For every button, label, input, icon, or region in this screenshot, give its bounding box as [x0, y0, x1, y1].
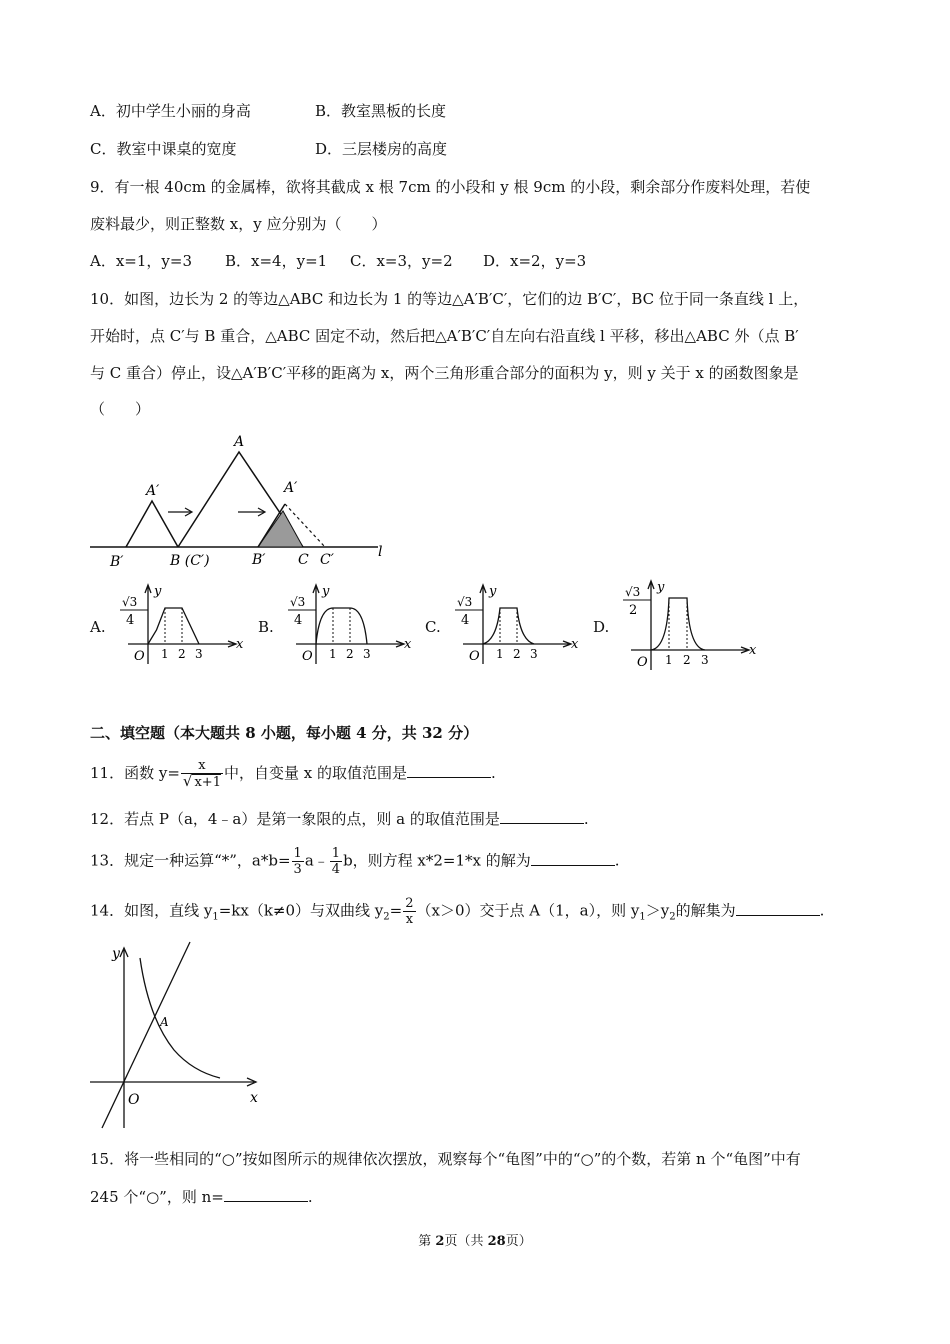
- axis-label-x: x: [749, 643, 757, 658]
- q14: [90, 896, 824, 927]
- q14-post: 的解集为: [675, 901, 736, 920]
- axis-label-x: x: [404, 637, 412, 652]
- label-a-prime-left: A′: [146, 483, 160, 499]
- label-y: y: [112, 946, 120, 962]
- q9-option-a: A．x=1，y=3: [90, 252, 192, 270]
- label-l: l: [378, 544, 383, 560]
- q10-line4: （ ）: [90, 400, 151, 418]
- label-a: A: [234, 434, 245, 450]
- section-2-title: 二、填空题（本大题共 8 小题，每小题 4 分，共 32 分）: [90, 724, 479, 742]
- q8-row1: [90, 100, 446, 121]
- footer-mid: 页（共: [444, 1234, 488, 1249]
- q12: [90, 808, 589, 829]
- q8-option-c: C．教室中课桌的宽度: [90, 140, 237, 158]
- y-tick-num: √3: [122, 595, 138, 609]
- y-tick-den: 2: [629, 603, 638, 618]
- function-curve: [483, 608, 534, 644]
- q10-choice-label[interactable]: B.: [258, 618, 274, 636]
- q11-frac-den-radicand: x+1: [194, 775, 221, 790]
- x-tick-1: 1: [496, 647, 504, 661]
- y-tick-den: 4: [294, 613, 303, 628]
- q10-triangle-figure: [88, 430, 388, 570]
- q13-post: b，则方程 x*2=1*x 的解为: [343, 851, 531, 870]
- x-tick-2: 2: [346, 647, 354, 661]
- x-tick-2: 2: [178, 647, 186, 661]
- x-tick-1: 1: [161, 647, 169, 661]
- q14-mid1: =kx（k≠0）与双曲线 y: [218, 901, 384, 920]
- q13-fraction-2: [330, 846, 342, 877]
- label-a: A: [160, 1015, 169, 1029]
- q14-frac-den: x: [405, 912, 414, 927]
- q11-fraction: [181, 758, 223, 790]
- q11-frac-num: x: [181, 758, 223, 774]
- q10-choice-label[interactable]: C.: [425, 618, 441, 636]
- x-tick-1: 1: [665, 653, 673, 667]
- q10-choice-graph[interactable]: [276, 582, 416, 668]
- small-triangle-left: [126, 501, 178, 547]
- q13-f2-den: 4: [331, 862, 341, 877]
- q13-f2-num: 1: [331, 846, 341, 861]
- q10-choice-graph[interactable]: [443, 582, 583, 668]
- y-tick-num: √3: [457, 595, 473, 609]
- q13-end: .: [614, 851, 620, 870]
- footer-total-pages: 28: [487, 1234, 506, 1249]
- q12-answer-blank[interactable]: [500, 809, 584, 824]
- y-tick-num: √3: [290, 595, 306, 609]
- axis-label-y: y: [322, 584, 330, 599]
- q11-answer-blank[interactable]: [407, 763, 491, 778]
- q14-end: .: [819, 901, 825, 920]
- q14-figure: [88, 940, 268, 1132]
- q8-option-d: D．三层楼房的高度: [315, 140, 448, 158]
- q13: [90, 846, 620, 877]
- q10-choice-graph[interactable]: [108, 582, 248, 668]
- q10-line2: 开始时，点 C′与 B 重合，△ABC 固定不动，然后把△A′B′C′自左向右沿直线 l 平移，移出△ABC 外（点 B′: [90, 327, 799, 345]
- q14-sub-2: 2: [383, 911, 390, 923]
- q15-answer-blank[interactable]: [224, 1187, 308, 1202]
- y-tick-den: 4: [126, 613, 135, 628]
- footer-post: 页）: [505, 1234, 532, 1249]
- q11-post: 中，自变量 x 的取值范围是: [223, 764, 407, 782]
- q12-text: 12．若点 P（a，4﹣a）是第一象限的点，则 a 的取值范围是: [90, 810, 500, 828]
- q13-answer-blank[interactable]: [531, 851, 615, 866]
- origin-label: O: [637, 655, 648, 670]
- q9-line2: 废料最少，则正整数 x，y 应分别为（ ）: [90, 215, 387, 233]
- q13-pre: 13．规定一种运算“*”，a*b=: [90, 851, 291, 870]
- function-curve: [651, 598, 705, 650]
- q14-sub-3: 1: [639, 911, 646, 923]
- label-b-prime-right: B′: [252, 552, 266, 568]
- q12-end: .: [583, 810, 589, 828]
- q14-sub-1: 1: [212, 911, 219, 923]
- q14-fraction: [403, 896, 415, 927]
- label-c-prime: C′: [320, 552, 334, 568]
- q8-row2: [90, 138, 447, 159]
- q10-choice-label[interactable]: A.: [90, 618, 106, 636]
- q14-answer-blank[interactable]: [736, 901, 820, 916]
- x-tick-2: 2: [513, 647, 521, 661]
- function-curve: [316, 608, 367, 644]
- q13-f1-den: 3: [293, 862, 302, 877]
- axis-label-x: x: [236, 637, 244, 652]
- q10-choice-label[interactable]: D.: [593, 618, 610, 636]
- q14-pre: 14．如图，直线 y: [90, 901, 213, 920]
- x-tick-3: 3: [363, 647, 371, 661]
- function-curve: [148, 608, 199, 644]
- page-footer: [0, 1230, 950, 1249]
- axis-label-y: y: [489, 584, 497, 599]
- q8-option-a: A．初中学生小丽的身高: [90, 102, 251, 120]
- q10-choice-graph[interactable]: [611, 578, 761, 674]
- q15-line2: [90, 1186, 313, 1207]
- q11: [90, 758, 496, 790]
- axis-label-y: y: [657, 580, 665, 595]
- label-o: O: [128, 1092, 140, 1108]
- q14-mid3: （x＞0）交于点 A（1，a），则 y: [416, 901, 640, 920]
- origin-label: O: [302, 649, 313, 664]
- q14-frac-num: 2: [405, 896, 414, 911]
- overlap-shaded: [258, 511, 303, 547]
- q15-end: .: [307, 1188, 313, 1206]
- y-tick-den: 4: [461, 613, 470, 628]
- label-b-c-prime: B (C′): [170, 553, 210, 569]
- q14-mid2: =: [389, 901, 403, 920]
- q11-frac-den: √ x+1: [182, 772, 221, 790]
- q11-end: .: [490, 764, 496, 782]
- footer-page-number: 2: [435, 1234, 445, 1249]
- x-tick-3: 3: [195, 647, 203, 661]
- q15-line2-text: 245 个“○”，则 n=: [90, 1188, 224, 1206]
- q9-option-b: B．x=4，y=1: [225, 252, 328, 270]
- x-tick-3: 3: [701, 653, 709, 667]
- q10-line3: 与 C 重合）停止，设△A′B′C′平移的距离为 x，两个三角形重合部分的面积为 y，则 y 关于 x 的函数图象是: [90, 364, 799, 382]
- label-a-prime-right: A′: [284, 480, 298, 496]
- q10-line1: 10．如图，边长为 2 的等边△ABC 和边长为 1 的等边△A′B′C′，它们的边 B′C′，BC 位于同一条直线 l 上，: [90, 290, 809, 308]
- label-b-prime-left: B′: [110, 554, 124, 570]
- x-tick-1: 1: [329, 647, 337, 661]
- q15-line1: 15．将一些相同的“○”按如图所示的规律依次摆放，观察每个“龟图”中的“○”的个数，若第 n 个“龟图”中有: [90, 1150, 801, 1168]
- q11-pre: 11．函数 y=: [90, 764, 180, 782]
- x-tick-2: 2: [683, 653, 691, 667]
- y-tick-num: √3: [625, 585, 641, 599]
- x-tick-3: 3: [530, 647, 538, 661]
- q9-option-c: C．x=3，y=2: [350, 252, 453, 270]
- q13-f1-num: 1: [293, 846, 302, 861]
- hyperbola-y2: [140, 958, 220, 1078]
- q9-options: [90, 250, 586, 271]
- q13-mid: a﹣: [304, 851, 329, 870]
- line-y1: [102, 942, 190, 1128]
- label-x: x: [250, 1090, 258, 1106]
- axis-label-x: x: [571, 637, 579, 652]
- q9-line1: 9．有一根 40cm 的金属棒，欲将其截成 x 根 7cm 的小段和 y 根 9cm 的小段，剩余部分作废料处理，若使: [90, 178, 811, 196]
- label-c: C: [298, 552, 309, 568]
- origin-label: O: [469, 649, 480, 664]
- q9-option-d: D．x=2，y=3: [483, 252, 587, 270]
- q14-mid4: ＞y: [645, 901, 670, 920]
- q13-fraction-1: [292, 846, 304, 877]
- origin-label: O: [134, 649, 145, 664]
- axis-label-y: y: [154, 584, 162, 599]
- q14-sub-4: 2: [669, 911, 676, 923]
- q8-option-b: B．教室黑板的长度: [315, 102, 447, 120]
- footer-pre: 第: [418, 1234, 436, 1249]
